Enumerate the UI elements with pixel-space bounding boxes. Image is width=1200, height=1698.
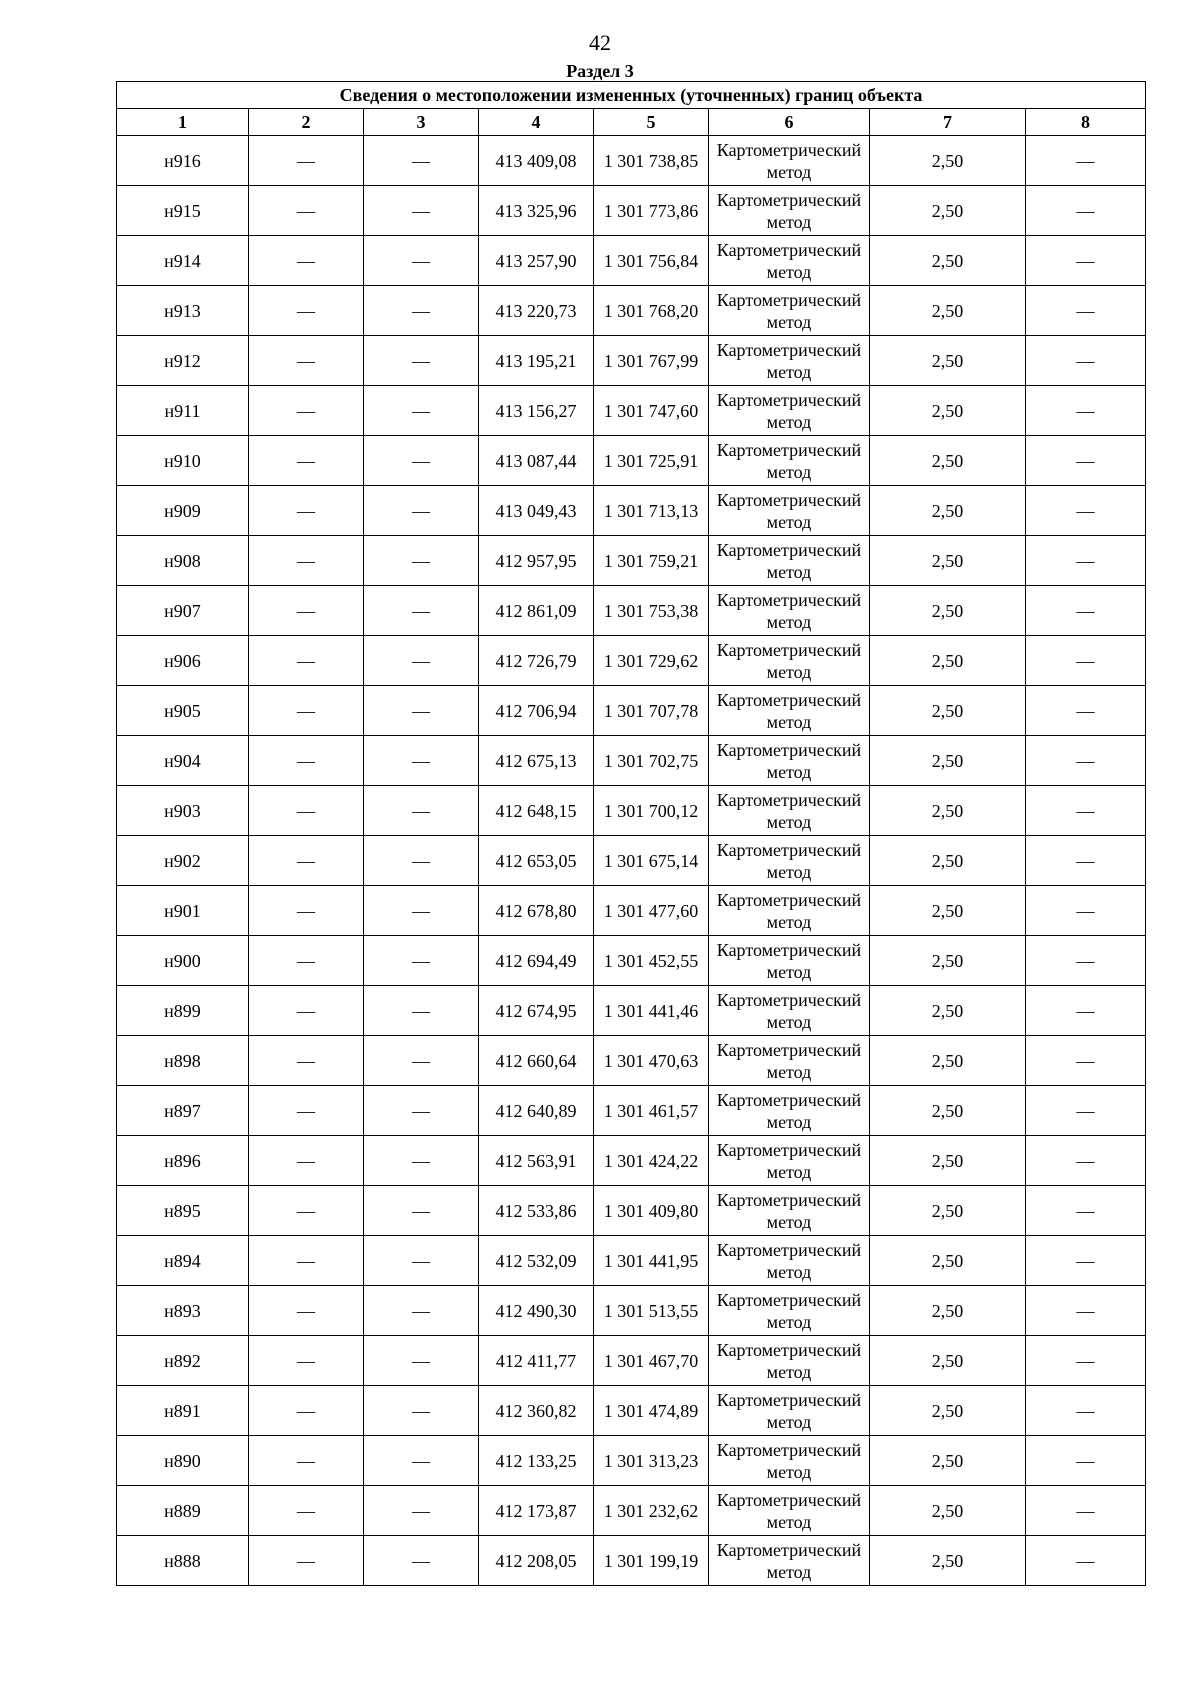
table-cell-col-2: —	[249, 1486, 364, 1536]
table-cell-col-5: 1 301 767,99	[594, 336, 709, 386]
table-cell-col-6: Картометрический метод	[709, 636, 870, 686]
table-cell-col-2: —	[249, 1436, 364, 1486]
table-cell-col-4: 413 257,90	[479, 236, 594, 286]
table-row	[117, 636, 1146, 686]
table-cell-col-8: —	[1026, 636, 1146, 686]
table-row	[117, 1436, 1146, 1486]
table-cell-col-5: 1 301 441,95	[594, 1236, 709, 1286]
table-cell-col-2: —	[249, 1236, 364, 1286]
table-cell-col-1: н895	[117, 1186, 249, 1236]
table-row	[117, 686, 1146, 736]
table-cell-col-2: —	[249, 286, 364, 336]
table-row	[117, 486, 1146, 536]
table-cell-col-7: 2,50	[870, 1436, 1026, 1486]
table-cell-col-6: Картометрический метод	[709, 736, 870, 786]
table-cell-col-4: 413 087,44	[479, 436, 594, 486]
table-cell-col-8: —	[1026, 1036, 1146, 1086]
table-cell-col-1: н905	[117, 686, 249, 736]
table-cell-col-8: —	[1026, 786, 1146, 836]
table-cell-col-3: —	[364, 836, 479, 886]
table-cell-col-6: Картометрический метод	[709, 786, 870, 836]
table-cell-col-7: 2,50	[870, 486, 1026, 536]
table-cell-col-4: 412 674,95	[479, 986, 594, 1036]
table-cell-col-8: —	[1026, 1486, 1146, 1536]
table-cell-col-5: 1 301 675,14	[594, 836, 709, 886]
table-cell-col-5: 1 301 424,22	[594, 1136, 709, 1186]
column-number-3: 3	[364, 109, 479, 136]
table-cell-col-4: 412 675,13	[479, 736, 594, 786]
table-cell-col-8: —	[1026, 1286, 1146, 1336]
table-cell-col-8: —	[1026, 1136, 1146, 1186]
table-cell-col-6: Картометрический метод	[709, 336, 870, 386]
table-cell-col-3: —	[364, 586, 479, 636]
table-cell-col-6: Картометрический метод	[709, 1286, 870, 1336]
table-cell-col-7: 2,50	[870, 686, 1026, 736]
table-cell-col-5: 1 301 461,57	[594, 1086, 709, 1136]
table-cell-col-2: —	[249, 386, 364, 436]
table-cell-col-1: н916	[117, 136, 249, 186]
table-cell-col-3: —	[364, 486, 479, 536]
table-cell-col-4: 413 220,73	[479, 286, 594, 336]
table-cell-col-6: Картометрический метод	[709, 586, 870, 636]
table-cell-col-5: 1 301 753,38	[594, 586, 709, 636]
table-cell-col-6: Картометрический метод	[709, 1536, 870, 1586]
table-cell-col-2: —	[249, 886, 364, 936]
table-cell-col-4: 412 133,25	[479, 1436, 594, 1486]
table-row	[117, 386, 1146, 436]
table-cell-col-3: —	[364, 236, 479, 286]
table-cell-col-8: —	[1026, 1386, 1146, 1436]
table-cell-col-3: —	[364, 186, 479, 236]
table-row	[117, 286, 1146, 336]
table-cell-col-8: —	[1026, 686, 1146, 736]
table-cell-col-6: Картометрический метод	[709, 1186, 870, 1236]
table-row	[117, 186, 1146, 236]
table-cell-col-8: —	[1026, 186, 1146, 236]
table-cell-col-6: Картометрический метод	[709, 1436, 870, 1486]
table-cell-col-5: 1 301 738,85	[594, 136, 709, 186]
table-cell-col-6: Картометрический метод	[709, 1136, 870, 1186]
table-cell-col-2: —	[249, 636, 364, 686]
table-cell-col-8: —	[1026, 1236, 1146, 1286]
column-number-2: 2	[249, 109, 364, 136]
table-cell-col-7: 2,50	[870, 1486, 1026, 1536]
table-cell-col-1: н896	[117, 1136, 249, 1186]
table-cell-col-5: 1 301 747,60	[594, 386, 709, 436]
table-cell-col-8: —	[1026, 1086, 1146, 1136]
table-cell-col-3: —	[364, 1536, 479, 1586]
table-cell-col-1: н914	[117, 236, 249, 286]
table-cell-col-7: 2,50	[870, 1536, 1026, 1586]
table-body	[117, 136, 1146, 1586]
table-cell-col-3: —	[364, 436, 479, 486]
table-cell-col-7: 2,50	[870, 836, 1026, 886]
table-row	[117, 836, 1146, 886]
table-cell-col-2: —	[249, 1336, 364, 1386]
table-cell-col-1: н906	[117, 636, 249, 686]
table-cell-col-2: —	[249, 486, 364, 536]
table-cell-col-7: 2,50	[870, 436, 1026, 486]
table-caption: Сведения о местоположении измененных (уточненных) границ объекта	[117, 82, 1146, 109]
table-cell-col-3: —	[364, 1386, 479, 1436]
table-row	[117, 736, 1146, 786]
table-cell-col-3: —	[364, 536, 479, 586]
table-cell-col-2: —	[249, 136, 364, 186]
table-cell-col-3: —	[364, 1236, 479, 1286]
table-cell-col-3: —	[364, 1486, 479, 1536]
table-cell-col-4: 412 208,05	[479, 1536, 594, 1586]
table-cell-col-1: н898	[117, 1036, 249, 1086]
table-cell-col-6: Картометрический метод	[709, 436, 870, 486]
table-cell-col-2: —	[249, 1136, 364, 1186]
table-cell-col-5: 1 301 470,63	[594, 1036, 709, 1086]
table-cell-col-6: Картометрический метод	[709, 686, 870, 736]
table-cell-col-8: —	[1026, 1436, 1146, 1486]
table-cell-col-2: —	[249, 586, 364, 636]
table-cell-col-5: 1 301 756,84	[594, 236, 709, 286]
table-cell-col-2: —	[249, 1536, 364, 1586]
table-cell-col-4: 412 533,86	[479, 1186, 594, 1236]
table-caption-row	[117, 82, 1146, 109]
table-cell-col-7: 2,50	[870, 936, 1026, 986]
table-cell-col-2: —	[249, 236, 364, 286]
table-cell-col-4: 412 640,89	[479, 1086, 594, 1136]
table-cell-col-2: —	[249, 936, 364, 986]
table-cell-col-8: —	[1026, 986, 1146, 1036]
table-cell-col-1: н890	[117, 1436, 249, 1486]
table-cell-col-5: 1 301 313,23	[594, 1436, 709, 1486]
table-cell-col-1: н891	[117, 1386, 249, 1436]
table-cell-col-5: 1 301 452,55	[594, 936, 709, 986]
table-cell-col-8: —	[1026, 236, 1146, 286]
table-cell-col-5: 1 301 199,19	[594, 1536, 709, 1586]
table-cell-col-3: —	[364, 986, 479, 1036]
table-cell-col-7: 2,50	[870, 1136, 1026, 1186]
table-cell-col-1: н902	[117, 836, 249, 886]
table-cell-col-3: —	[364, 1086, 479, 1136]
table-cell-col-8: —	[1026, 286, 1146, 336]
table-cell-col-7: 2,50	[870, 286, 1026, 336]
column-number-5: 5	[594, 109, 709, 136]
table-cell-col-7: 2,50	[870, 1386, 1026, 1436]
table-cell-col-2: —	[249, 686, 364, 736]
table-cell-col-6: Картометрический метод	[709, 1486, 870, 1536]
table-cell-col-6: Картометрический метод	[709, 986, 870, 1036]
table-cell-col-2: —	[249, 1386, 364, 1436]
table-cell-col-7: 2,50	[870, 586, 1026, 636]
table-cell-col-3: —	[364, 1136, 479, 1186]
table-cell-col-4: 412 706,94	[479, 686, 594, 736]
table-cell-col-4: 413 409,08	[479, 136, 594, 186]
table-row	[117, 786, 1146, 836]
table-cell-col-5: 1 301 713,13	[594, 486, 709, 536]
table-row	[117, 586, 1146, 636]
table-cell-col-4: 412 648,15	[479, 786, 594, 836]
table-cell-col-4: 412 726,79	[479, 636, 594, 686]
table-cell-col-1: н907	[117, 586, 249, 636]
table-cell-col-2: —	[249, 336, 364, 386]
table-cell-col-1: н897	[117, 1086, 249, 1136]
table-cell-col-4: 412 532,09	[479, 1236, 594, 1286]
table-cell-col-3: —	[364, 1186, 479, 1236]
column-number-row	[117, 109, 1146, 136]
table-cell-col-4: 412 678,80	[479, 886, 594, 936]
table-cell-col-5: 1 301 441,46	[594, 986, 709, 1036]
page-number: 42	[589, 30, 611, 55]
table-cell-col-7: 2,50	[870, 336, 1026, 386]
section-title: Раздел 3	[566, 61, 634, 81]
table-cell-col-6: Картометрический метод	[709, 1036, 870, 1086]
table-cell-col-6: Картометрический метод	[709, 1386, 870, 1436]
table-row	[117, 336, 1146, 386]
table-cell-col-7: 2,50	[870, 636, 1026, 686]
table-cell-col-3: —	[364, 1036, 479, 1086]
table-cell-col-7: 2,50	[870, 736, 1026, 786]
table-cell-col-5: 1 301 477,60	[594, 886, 709, 936]
table-cell-col-5: 1 301 513,55	[594, 1286, 709, 1336]
table-cell-col-5: 1 301 474,89	[594, 1386, 709, 1436]
table-cell-col-1: н899	[117, 986, 249, 1036]
column-number-6: 6	[709, 109, 870, 136]
table-cell-col-3: —	[364, 336, 479, 386]
table-cell-col-1: н893	[117, 1286, 249, 1336]
table-cell-col-3: —	[364, 686, 479, 736]
table-cell-col-8: —	[1026, 336, 1146, 386]
table-cell-col-2: —	[249, 1286, 364, 1336]
table-cell-col-4: 413 325,96	[479, 186, 594, 236]
table-cell-col-7: 2,50	[870, 186, 1026, 236]
table-cell-col-2: —	[249, 836, 364, 886]
table-row	[117, 436, 1146, 486]
table-cell-col-8: —	[1026, 1536, 1146, 1586]
table-cell-col-6: Картометрический метод	[709, 1086, 870, 1136]
table-cell-col-2: —	[249, 436, 364, 486]
table-cell-col-4: 412 653,05	[479, 836, 594, 886]
table-row	[117, 1286, 1146, 1336]
table-cell-col-1: н909	[117, 486, 249, 536]
table-cell-col-1: н908	[117, 536, 249, 586]
table-cell-col-4: 412 490,30	[479, 1286, 594, 1336]
table-cell-col-1: н888	[117, 1536, 249, 1586]
table-cell-col-4: 412 360,82	[479, 1386, 594, 1436]
table-cell-col-8: —	[1026, 1186, 1146, 1236]
table-row	[117, 1086, 1146, 1136]
table-cell-col-8: —	[1026, 1336, 1146, 1386]
table-cell-col-1: н894	[117, 1236, 249, 1286]
table-cell-col-5: 1 301 409,80	[594, 1186, 709, 1236]
table-cell-col-2: —	[249, 186, 364, 236]
table-row	[117, 136, 1146, 186]
table-cell-col-3: —	[364, 136, 479, 186]
table-cell-col-1: н915	[117, 186, 249, 236]
table-cell-col-5: 1 301 707,78	[594, 686, 709, 736]
table-cell-col-6: Картометрический метод	[709, 286, 870, 336]
table-row	[117, 936, 1146, 986]
table-cell-col-3: —	[364, 1336, 479, 1386]
table-cell-col-5: 1 301 467,70	[594, 1336, 709, 1386]
table-cell-col-1: н910	[117, 436, 249, 486]
table-cell-col-8: —	[1026, 836, 1146, 886]
table-cell-col-6: Картометрический метод	[709, 236, 870, 286]
table-cell-col-3: —	[364, 286, 479, 336]
table-cell-col-1: н904	[117, 736, 249, 786]
table-cell-col-4: 412 694,49	[479, 936, 594, 986]
table-cell-col-5: 1 301 725,91	[594, 436, 709, 486]
table-cell-col-1: н889	[117, 1486, 249, 1536]
table-cell-col-5: 1 301 768,20	[594, 286, 709, 336]
table-cell-col-4: 413 156,27	[479, 386, 594, 436]
table-cell-col-2: —	[249, 536, 364, 586]
table-cell-col-7: 2,50	[870, 886, 1026, 936]
table-cell-col-8: —	[1026, 136, 1146, 186]
table-cell-col-1: н892	[117, 1336, 249, 1386]
table-cell-col-5: 1 301 759,21	[594, 536, 709, 586]
table-cell-col-7: 2,50	[870, 786, 1026, 836]
column-number-4: 4	[479, 109, 594, 136]
table-cell-col-7: 2,50	[870, 986, 1026, 1036]
table-cell-col-5: 1 301 773,86	[594, 186, 709, 236]
table-cell-col-6: Картометрический метод	[709, 486, 870, 536]
table-cell-col-6: Картометрический метод	[709, 936, 870, 986]
table-cell-col-7: 2,50	[870, 386, 1026, 436]
table-cell-col-4: 413 049,43	[479, 486, 594, 536]
table-row	[117, 1386, 1146, 1436]
table-cell-col-4: 412 173,87	[479, 1486, 594, 1536]
table-row	[117, 886, 1146, 936]
table-cell-col-6: Картометрический метод	[709, 1236, 870, 1286]
table-cell-col-3: —	[364, 636, 479, 686]
table-cell-col-7: 2,50	[870, 1186, 1026, 1236]
table-cell-col-6: Картометрический метод	[709, 886, 870, 936]
table-cell-col-3: —	[364, 1286, 479, 1336]
table-cell-col-2: —	[249, 736, 364, 786]
table-row	[117, 1186, 1146, 1236]
table-cell-col-8: —	[1026, 486, 1146, 536]
table-cell-col-3: —	[364, 936, 479, 986]
table-cell-col-6: Картометрический метод	[709, 186, 870, 236]
table-cell-col-6: Картометрический метод	[709, 136, 870, 186]
table-cell-col-7: 2,50	[870, 236, 1026, 286]
table-cell-col-7: 2,50	[870, 1286, 1026, 1336]
table-cell-col-5: 1 301 729,62	[594, 636, 709, 686]
table-cell-col-5: 1 301 702,75	[594, 736, 709, 786]
table-cell-col-3: —	[364, 786, 479, 836]
table-cell-col-8: —	[1026, 736, 1146, 786]
table-cell-col-2: —	[249, 786, 364, 836]
table-cell-col-7: 2,50	[870, 1086, 1026, 1136]
table-row	[117, 1336, 1146, 1386]
table-cell-col-7: 2,50	[870, 1036, 1026, 1086]
table-cell-col-3: —	[364, 1436, 479, 1486]
table-cell-col-6: Картометрический метод	[709, 836, 870, 886]
table-cell-col-4: 412 957,95	[479, 536, 594, 586]
table-cell-col-5: 1 301 700,12	[594, 786, 709, 836]
table-row	[117, 236, 1146, 286]
table-cell-col-7: 2,50	[870, 136, 1026, 186]
table-cell-col-4: 412 660,64	[479, 1036, 594, 1086]
table-cell-col-6: Картометрический метод	[709, 536, 870, 586]
table-cell-col-8: —	[1026, 886, 1146, 936]
table-cell-col-1: н913	[117, 286, 249, 336]
table-cell-col-2: —	[249, 1036, 364, 1086]
table-row	[117, 1236, 1146, 1286]
table-cell-col-1: н900	[117, 936, 249, 986]
table-row	[117, 986, 1146, 1036]
table-cell-col-6: Картометрический метод	[709, 1336, 870, 1386]
table-cell-col-5: 1 301 232,62	[594, 1486, 709, 1536]
table-cell-col-4: 412 411,77	[479, 1336, 594, 1386]
table-row	[117, 1536, 1146, 1586]
table-cell-col-7: 2,50	[870, 1236, 1026, 1286]
table-row	[117, 1486, 1146, 1536]
column-number-1: 1	[117, 109, 249, 136]
table-cell-col-1: н911	[117, 386, 249, 436]
table-cell-col-3: —	[364, 886, 479, 936]
table-row	[117, 1036, 1146, 1086]
table-cell-col-7: 2,50	[870, 536, 1026, 586]
table-cell-col-1: н912	[117, 336, 249, 386]
table-cell-col-8: —	[1026, 386, 1146, 436]
table-row	[117, 1136, 1146, 1186]
table-cell-col-8: —	[1026, 436, 1146, 486]
table-cell-col-8: —	[1026, 586, 1146, 636]
table-row	[117, 536, 1146, 586]
table-cell-col-3: —	[364, 386, 479, 436]
table-cell-col-2: —	[249, 1086, 364, 1136]
column-number-7: 7	[870, 109, 1026, 136]
table-cell-col-1: н901	[117, 886, 249, 936]
table-cell-col-3: —	[364, 736, 479, 786]
table-cell-col-7: 2,50	[870, 1336, 1026, 1386]
table-cell-col-2: —	[249, 986, 364, 1036]
column-number-8: 8	[1026, 109, 1146, 136]
table-cell-col-4: 413 195,21	[479, 336, 594, 386]
table-cell-col-4: 412 861,09	[479, 586, 594, 636]
table-cell-col-6: Картометрический метод	[709, 386, 870, 436]
table-cell-col-1: н903	[117, 786, 249, 836]
table-cell-col-8: —	[1026, 536, 1146, 586]
table-cell-col-8: —	[1026, 936, 1146, 986]
boundary-coordinates-table	[116, 81, 1146, 1586]
table-cell-col-2: —	[249, 1186, 364, 1236]
table-cell-col-4: 412 563,91	[479, 1136, 594, 1186]
